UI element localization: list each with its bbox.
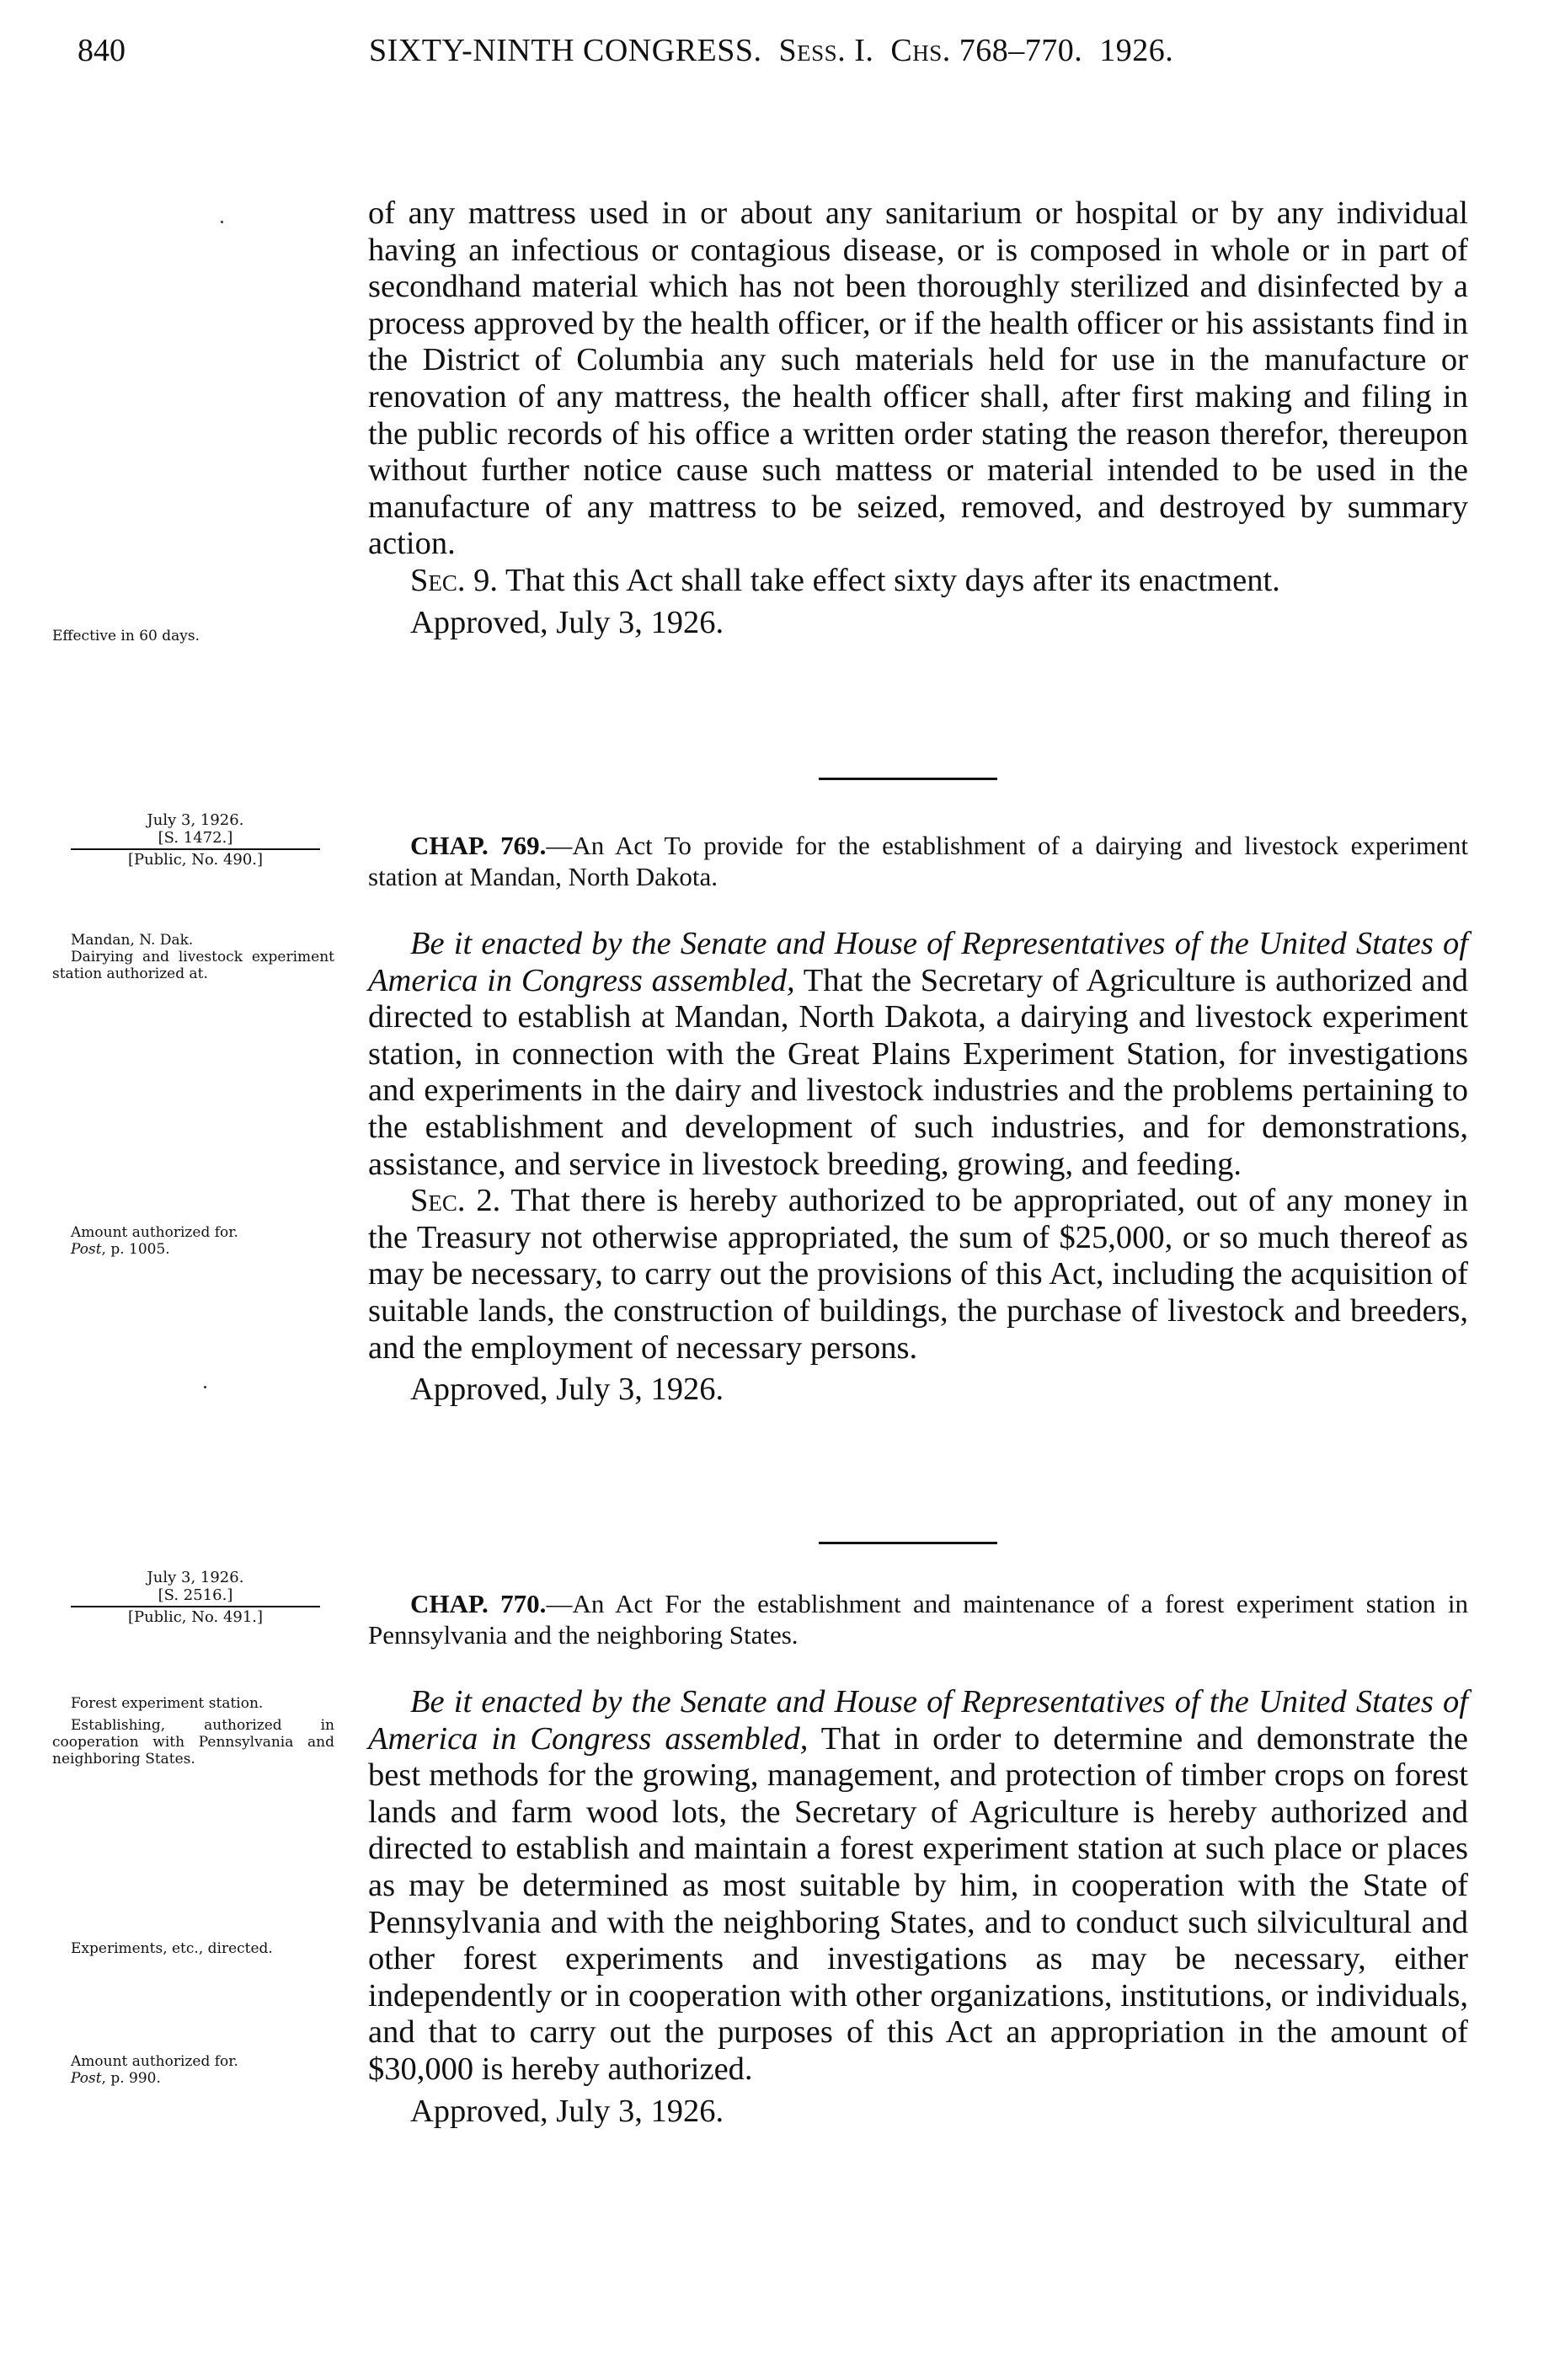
sidenote-date: July 3, 1926. bbox=[147, 1569, 244, 1586]
chap768-approved: Approved, July 3, 1926. bbox=[410, 604, 724, 640]
sec2-label: Sec. 2. bbox=[410, 1183, 501, 1219]
sidenote-public-no: [Public, No. 490.] bbox=[127, 851, 264, 869]
sidenote-bill: [S. 1472.] bbox=[158, 829, 233, 847]
margin-note-station: Dairying and livestock experiment station authorized at. bbox=[52, 949, 334, 982]
sidenote-rule bbox=[71, 848, 320, 850]
chap770-sidenote bbox=[52, 1569, 339, 1626]
sidenote-public-no: [Public, No. 491.] bbox=[127, 1608, 264, 1626]
chap769-sec2 bbox=[368, 1183, 1468, 1366]
chap770-heading bbox=[368, 1588, 1468, 1650]
running-title bbox=[369, 32, 1173, 69]
margin-note-text: Effective in 60 days. bbox=[52, 628, 200, 644]
margin-note-amount: Amount authorized for. bbox=[71, 1224, 238, 1241]
chapter-separator-rule bbox=[819, 778, 997, 780]
print-speck bbox=[221, 221, 223, 223]
sidenote-rule bbox=[71, 1606, 320, 1607]
sec9-label: Sec. 9. bbox=[410, 562, 499, 598]
margin-note-post bbox=[52, 1241, 334, 1258]
enacting-text: That in order to determine and demonstrate the best methods for the growing, management, and protection of timber crops on forest lands and farm wood lots, the Secretary of Agriculture is hereby authorized and directed to establish and maintain a forest experiment station at such place or places as may be determined as most suitable by him, in cooperation with the State of Pennsylvania and with the neighboring States, and to conduct such silvicultural and other forest experiments and investigations as may be necessary, either independently or in cooperation with other organizations, institutions, or individuals, and that to carry out the purposes of this Act an appropriation in the amount of $30,000 is hereby authorized. bbox=[368, 1720, 1468, 2087]
sec2-text: That there is hereby authorized to be appropriated, out of any money in the Treasury not otherwise appropriated, the sum of $25,000, or so much thereof as may be necessary, to carry out the provisions of this Act, including the acquisition of suitable lands, the construction of buildings, the purchase of livestock and breeders, and the employment of necessary persons. bbox=[368, 1183, 1468, 1366]
chap769-sidenote bbox=[52, 811, 339, 869]
margin-note-location: Mandan, N. Dak. bbox=[71, 932, 194, 949]
margin-note-experiments-text: Experiments, etc., directed. bbox=[71, 1940, 273, 1957]
chap768-paragraph: of any mattress used in or about any sanitarium or hospital or by any individual having an infectious or contagious disease, or is composed in whole or in part of secondhand material which has not been thoroughly sterilized and disinfected by a process approved by the health officer, or if the health officer or his assistants find in the District of Columbia any such materials held for use in the manufacture or renovation of any mattress, the health officer shall, after first making and filing in the public records of his office a written order stating the reason therefor, thereupon without further notice cause such mattess or material intended to be used in the manufacture of any mattress to be seized, removed, and destroyed by summary action. bbox=[368, 195, 1468, 562]
enacting-clause: Be it enacted by the Senate and House of Representatives of the United States of America in Congress assembled, bbox=[368, 926, 1468, 998]
session-label: Sess. I. bbox=[778, 33, 874, 68]
chap770-enacting bbox=[368, 1684, 1468, 2089]
margin-note-establishing: Establishing, authorized in cooperation with Pennsylvania and neighboring States. bbox=[52, 1717, 334, 1768]
chap770-title: —An Act For the establishment and maintenance of a forest experiment station in Pennsylvania and the neighboring States. bbox=[368, 1589, 1468, 1650]
margin-note-amount: Amount authorized for. bbox=[71, 2053, 238, 2070]
sidenote-date: July 3, 1926. bbox=[147, 811, 244, 829]
chap770-body bbox=[368, 1588, 1468, 2130]
margin-note-amount-770 bbox=[52, 2053, 334, 2087]
margin-note-mandan bbox=[52, 932, 334, 982]
chap769-title: —An Act To provide for the establishment of a dairying and livestock experiment station at Mandan, North Dakota. bbox=[368, 831, 1469, 891]
post-page: , p. 990. bbox=[101, 2070, 161, 2087]
chap769-approved: Approved, July 3, 1926. bbox=[410, 1372, 724, 1408]
chapters-label: Chs. 768–770. bbox=[890, 33, 1083, 68]
chap768-sec9 bbox=[368, 563, 1468, 600]
chap768-tail bbox=[368, 195, 1468, 641]
chap769-body bbox=[368, 830, 1468, 1409]
page-number: 840 bbox=[77, 33, 126, 68]
enacting-clause: Be it enacted by the Senate and House of Representatives of the United States of America in Congress assembled, bbox=[368, 1684, 1468, 1757]
congress-title: SIXTY-NINTH CONGRESS. bbox=[369, 33, 762, 68]
running-head bbox=[0, 32, 1549, 83]
post-page: , p. 1005. bbox=[101, 1241, 170, 1258]
post-label: Post bbox=[71, 2070, 102, 2087]
margin-note-forest-station bbox=[52, 1695, 334, 1768]
margin-note-station: Forest experiment station. bbox=[71, 1695, 264, 1712]
sidenote-bill: [S. 2516.] bbox=[158, 1586, 233, 1604]
enacting-text: That the Secretary of Agriculture is authorized and directed to establish at Mandan, North Dakota, a dairying and livestock experiment station, in connection with the Great Plains Experiment Station, for investigations and experiments in the dairy and livestock industries and the problems pertaining to the establishment and development of such industries, and for demonstrations, assistance, and service in livestock breeding, growing, and feeding. bbox=[368, 962, 1468, 1182]
chap769-label: CHAP. 769. bbox=[410, 831, 547, 860]
post-label: Post bbox=[71, 1241, 102, 1258]
chap770-approved: Approved, July 3, 1926. bbox=[410, 2093, 724, 2129]
margin-note-post bbox=[52, 2070, 334, 2087]
sec9-text: That this Act shall take effect sixty days after its enactment. bbox=[505, 562, 1280, 598]
margin-note-effective bbox=[52, 628, 355, 644]
chap769-enacting bbox=[368, 926, 1468, 1183]
chap770-label: CHAP. 770. bbox=[410, 1589, 547, 1618]
year-label: 1926. bbox=[1099, 33, 1174, 68]
print-speck bbox=[204, 1386, 206, 1388]
chapter-separator-rule bbox=[819, 1542, 997, 1544]
margin-note-experiments bbox=[52, 1940, 334, 1957]
margin-note-amount-769 bbox=[52, 1224, 334, 1258]
chap769-heading bbox=[368, 830, 1468, 892]
